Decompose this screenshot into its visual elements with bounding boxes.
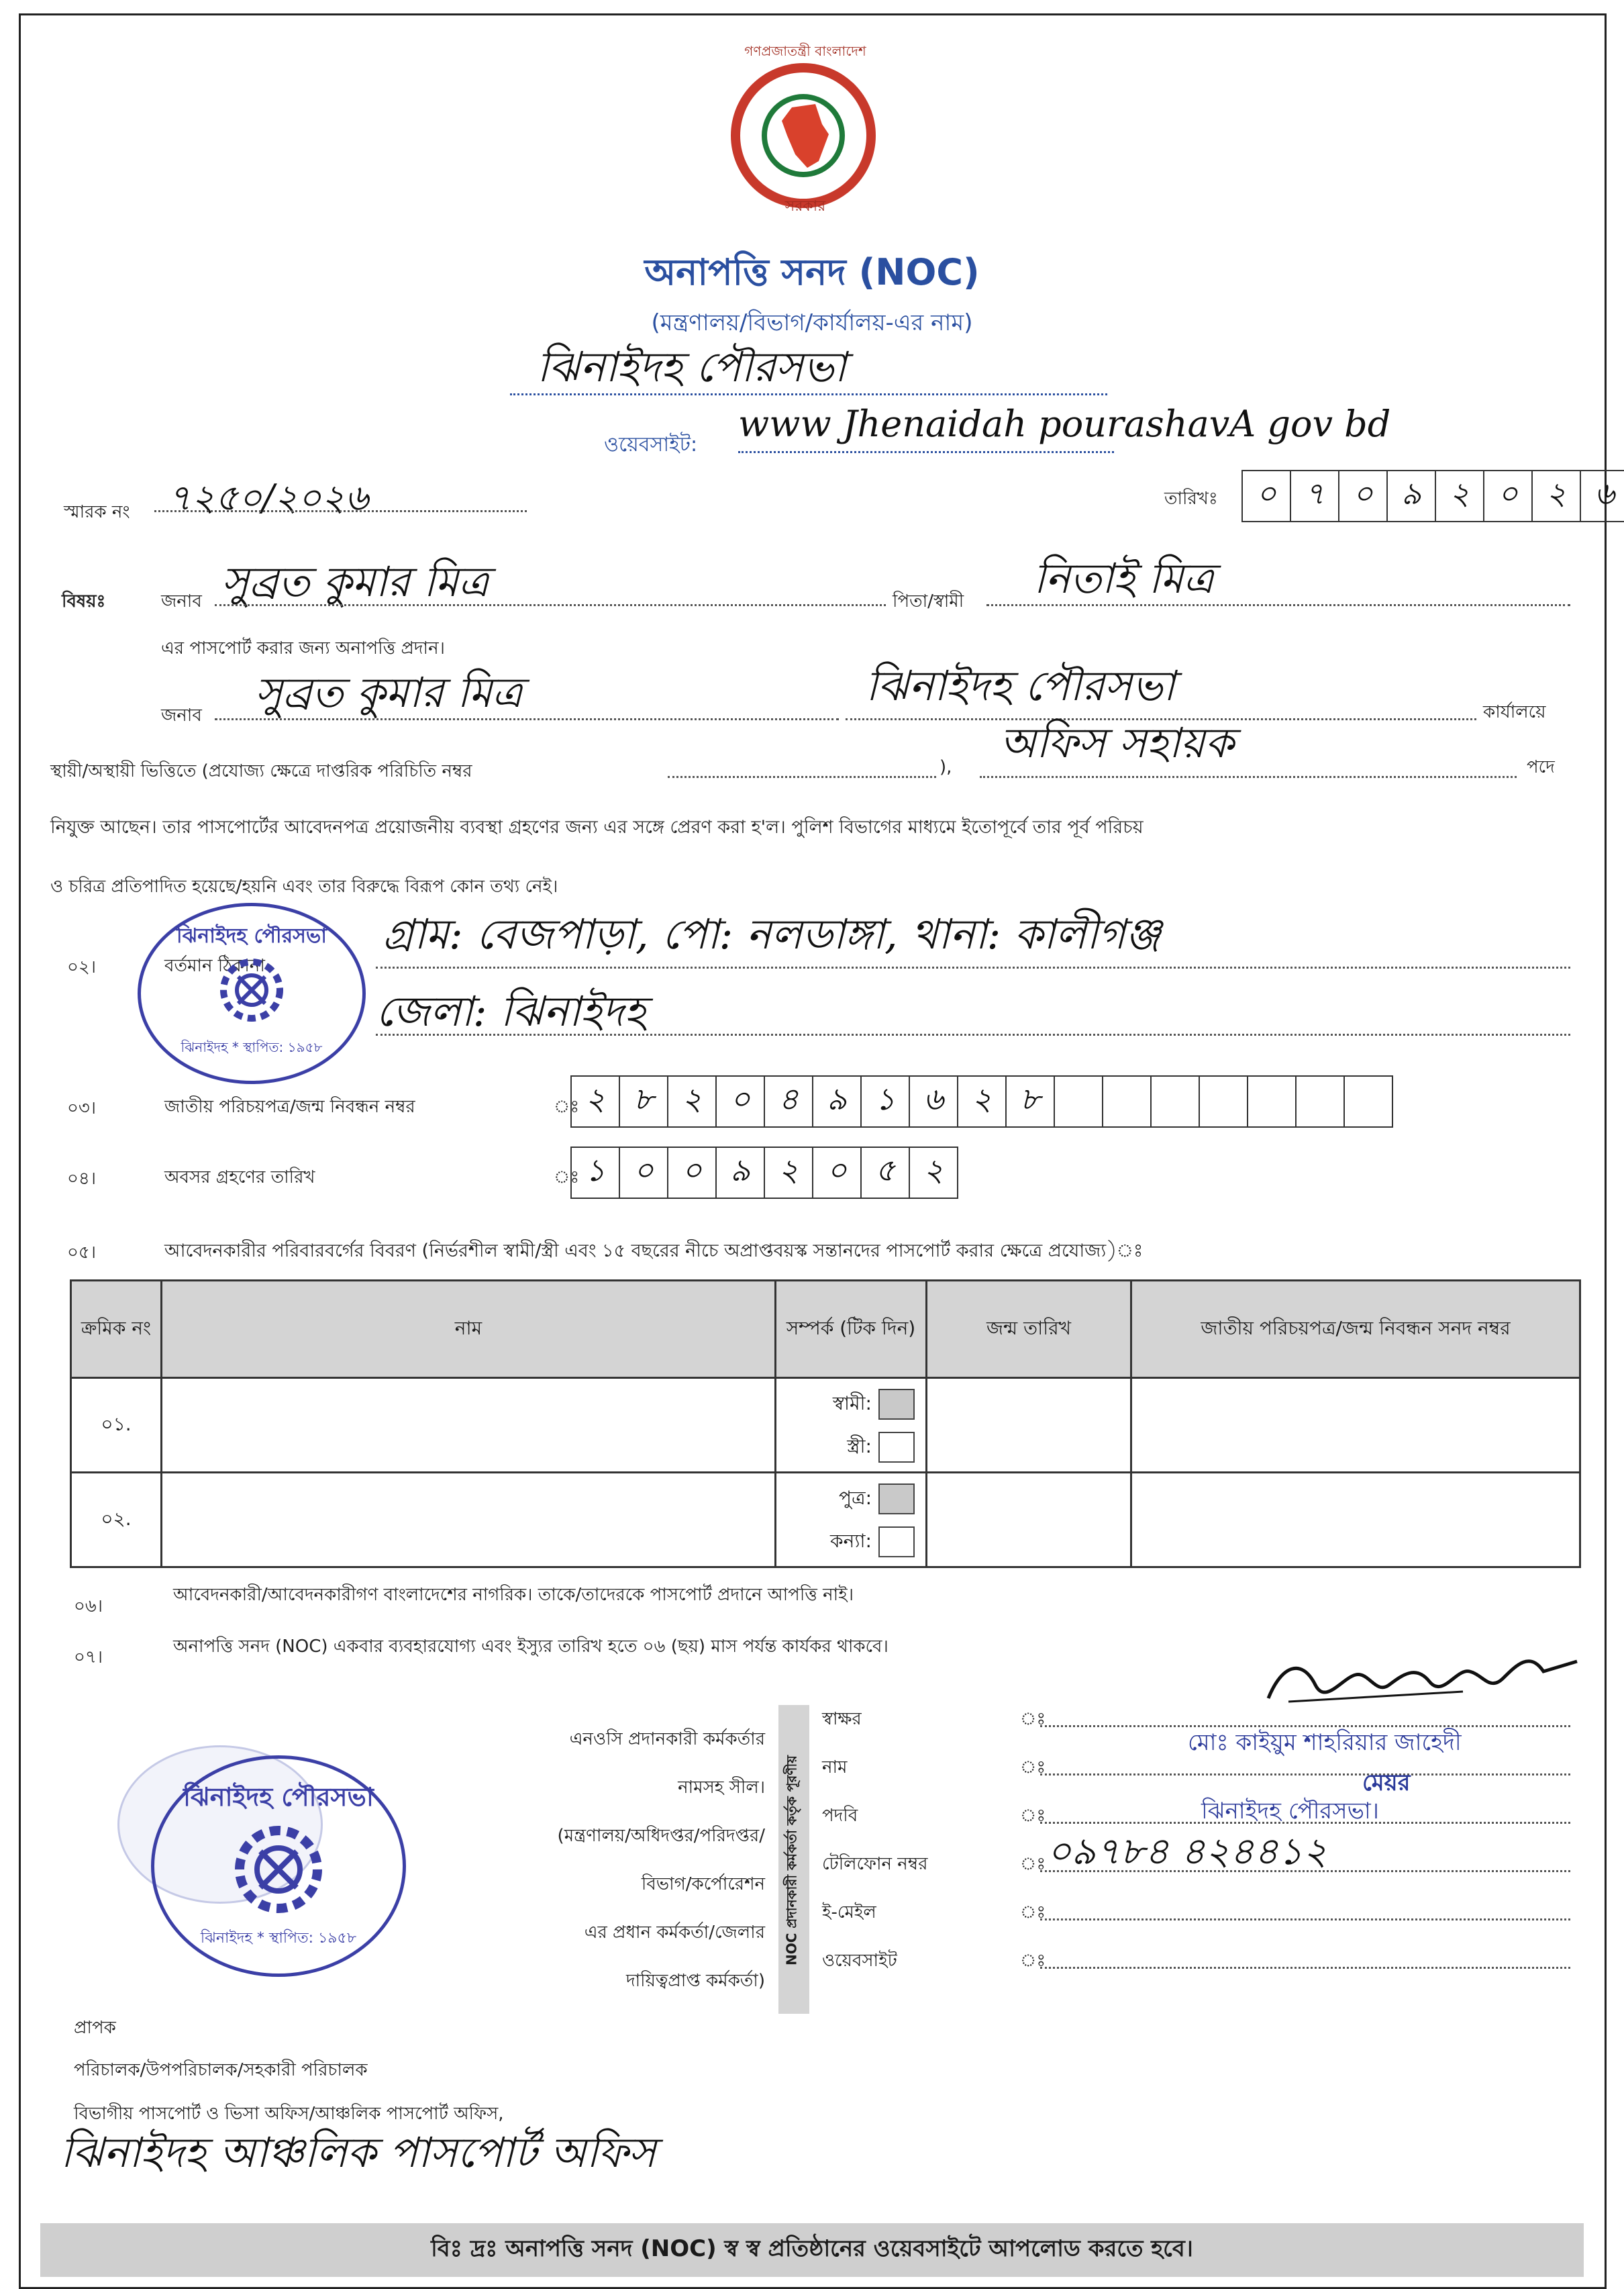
relation-son-label: পুত্র: bbox=[838, 1487, 872, 1509]
subject-label: বিষয়ঃ bbox=[62, 591, 106, 612]
field-website: ওয়েবসাইট bbox=[822, 1951, 897, 1971]
sig-line-2 bbox=[1040, 1773, 1570, 1775]
col-name: নাম bbox=[162, 1281, 776, 1378]
bangladesh-emblem-icon bbox=[728, 60, 879, 211]
nid-digit-box bbox=[1248, 1077, 1297, 1126]
date-digit-box: ৬ bbox=[1594, 475, 1615, 512]
item04-colon: ঃ bbox=[554, 1167, 580, 1187]
janab-label-2: জনাব bbox=[161, 705, 202, 726]
officer-line-2: নামসহ সীল। bbox=[678, 1777, 765, 1798]
date-digit-box: ৭ bbox=[1291, 471, 1339, 521]
nid-digit-box bbox=[1345, 1077, 1392, 1126]
father-name: নিতাই মিত্র bbox=[1033, 554, 1214, 603]
nid-digit-box: ২ bbox=[958, 1077, 1007, 1126]
item06-number: ০৬। bbox=[74, 1596, 103, 1616]
family-table bbox=[70, 1279, 1581, 1568]
officer-line-3: (মন্ত্রণালয়/অধিদপ্তর/পরিদপ্তর/ bbox=[557, 1826, 765, 1846]
field-name: নাম bbox=[822, 1757, 848, 1777]
item03-colon: ঃ bbox=[554, 1097, 580, 1117]
relation-cell bbox=[776, 1378, 927, 1473]
retire-digit-box: ১ bbox=[572, 1148, 620, 1198]
recipient-line-2: বিভাগীয় পাসপোর্ট ও ভিসা অফিস/আঞ্চলিক পাসপোর্ট অফিস, bbox=[74, 2104, 504, 2124]
field-signature: স্বাক্ষর bbox=[822, 1709, 862, 1729]
date-boxes bbox=[1241, 470, 1624, 522]
designation-line bbox=[980, 776, 1517, 778]
footer-note: বিঃ দ্রঃ অনাপত্তি সনদ (NOC) স্ব স্ব প্রতিষ্ঠানের ওয়েবসাইটে আপলোড করতে হবে। bbox=[40, 2223, 1584, 2277]
wife-checkbox[interactable] bbox=[878, 1432, 915, 1463]
address-line-1-rule bbox=[376, 967, 1570, 969]
item02-label: বর্তমান ঠিকানা bbox=[164, 956, 265, 976]
item07-number: ০৭। bbox=[74, 1647, 103, 1667]
date-digit-box: ২ bbox=[1533, 471, 1581, 521]
relation-husband-label: স্বামী: bbox=[832, 1392, 872, 1414]
table-row bbox=[71, 1473, 1580, 1567]
date-digit-box: ০ bbox=[1484, 471, 1533, 521]
nid-digit-box bbox=[1297, 1077, 1345, 1126]
row-birthdate bbox=[927, 1378, 1131, 1473]
emblem-bottom-text: সরকার bbox=[784, 198, 826, 215]
subject-line2: এর পাসপোর্ট করার জন্য অনাপত্তি প্রদান। bbox=[161, 638, 445, 659]
nid-digit-box: ৬ bbox=[910, 1077, 958, 1126]
vertical-label: NOC প্রদানকারী কর্মকর্তা কর্তৃক পূরণীয় bbox=[783, 1755, 800, 1966]
office-name-handwritten: ঝিনাইদহ পৌরসভা bbox=[537, 342, 846, 391]
date-digit-box: ০ bbox=[1339, 471, 1388, 521]
seal2-text-bottom: ঝিনাইদহ * স্থাপিত: ১৯৫৮ bbox=[200, 1930, 357, 1947]
memo-label: স্মারক নং bbox=[64, 502, 130, 522]
address-line-2: জেলা: ঝিনাইদহ bbox=[376, 987, 646, 1036]
officer-line-5: এর প্রধান কর্মকর্তা/জেলার bbox=[584, 1922, 765, 1943]
permanent-close: ), bbox=[940, 757, 952, 777]
date-label: তারিখঃ bbox=[1164, 489, 1218, 509]
retire-digit-box: ৫ bbox=[862, 1148, 910, 1198]
retire-digit-box: ০ bbox=[620, 1148, 668, 1198]
nid-digit-box bbox=[1055, 1077, 1103, 1126]
subtitle: (মন্ত্রণালয়/বিভাগ/কার্যালয়-এর নাম) bbox=[651, 309, 973, 336]
son-checkbox[interactable] bbox=[878, 1483, 915, 1514]
item03-number: ০৩। bbox=[67, 1098, 97, 1118]
row-nid bbox=[1131, 1473, 1580, 1567]
permanent-id-line bbox=[668, 776, 936, 778]
emblem-top-text: গণপ্রজাতন্ত্রী বাংলাদেশ bbox=[744, 43, 866, 59]
signature-colons: ঃ ঃ ঃ ঃ ঃ ঃ bbox=[1020, 1709, 1046, 1971]
employee-name: সুব্রত কুমার মিত্র bbox=[255, 668, 523, 717]
signer-name: মোঃ কাইয়ুম শাহরিয়ার জাহেদী bbox=[1188, 1729, 1462, 1756]
row-serial: ০২. bbox=[71, 1473, 162, 1567]
website-label: ওয়েবসাইট: bbox=[604, 433, 698, 456]
item04-number: ০৪। bbox=[67, 1169, 97, 1189]
col-birthdate: জন্ম তারিখ bbox=[927, 1281, 1131, 1378]
item07-text: অনাপত্তি সনদ (NOC) একবার ব্যবহারযোগ্য এবং ইস্যুর তারিখ হতে ০৬ (ছয়) মাস পর্যন্ত কার্যকর থাকবে। bbox=[173, 1637, 889, 1657]
col-relation: সম্পর্ক (টিক দিন) bbox=[776, 1281, 927, 1378]
officer-line-1: এনওসি প্রদানকারী কর্মকর্তার bbox=[569, 1729, 765, 1749]
relation-cell bbox=[776, 1473, 927, 1567]
husband-checkbox[interactable] bbox=[878, 1389, 915, 1420]
item02-number: ০২। bbox=[67, 957, 97, 977]
col-nid: জাতীয় পরিচয়পত্র/জন্ম নিবন্ধন সনদ নম্বর bbox=[1131, 1281, 1580, 1378]
signature-fields bbox=[822, 1695, 927, 1985]
row-birthdate bbox=[927, 1473, 1131, 1567]
round-seal-bottom bbox=[151, 1755, 406, 1977]
retire-digit-box: ০ bbox=[813, 1148, 862, 1198]
relation-wife-label: স্ত্রী: bbox=[847, 1435, 872, 1457]
row-nid bbox=[1131, 1378, 1580, 1473]
nid-digit-box: ০ bbox=[717, 1077, 765, 1126]
permanent-text: স্থায়ী/অস্থায়ী ভিত্তিতে (প্রযোজ্য ক্ষেত্রে দাপ্তরিক পরিচিতি নম্বর bbox=[50, 761, 472, 781]
phone-value: ০৯৭৮৪ ৪২৪৪১২ bbox=[1047, 1830, 1327, 1873]
date-digit-box: ০ bbox=[1243, 471, 1291, 521]
government-emblem bbox=[728, 60, 879, 211]
subject-name: সুব্রত কুমার মিত্র bbox=[221, 557, 489, 606]
row-name bbox=[162, 1473, 776, 1567]
nid-digit-box: ৮ bbox=[620, 1077, 668, 1126]
sig-line-6 bbox=[1040, 1967, 1570, 1969]
retire-date-boxes bbox=[570, 1147, 958, 1199]
item05-number: ০৫। bbox=[67, 1243, 97, 1263]
gear-icon bbox=[228, 1819, 329, 1920]
retire-digit-box: ৯ bbox=[717, 1148, 765, 1198]
signer-office: ঝিনাইদহ পৌরসভা। bbox=[1201, 1798, 1379, 1824]
col-serial: ক্রমিক নং bbox=[71, 1281, 162, 1378]
sig-line-5 bbox=[1040, 1918, 1570, 1920]
office-suffix: কার্যালয়ে bbox=[1483, 702, 1546, 722]
field-phone: টেলিফোন নম্বর bbox=[822, 1854, 928, 1874]
recipient-handwritten: ঝিনাইদহ আঞ্চলিক পাসপোর্ট অফিস bbox=[60, 2128, 656, 2177]
date-digit-box: ৯ bbox=[1388, 471, 1436, 521]
seal-text-top: ঝিনাইদহ পৌরসভা bbox=[176, 924, 327, 948]
father-label: পিতা/স্বামী bbox=[893, 591, 964, 612]
employee-name-line bbox=[215, 718, 839, 720]
item05-label: আবেদনকারীর পরিবারবর্গের বিবরণ (নির্ভরশীল স্বামী/স্ত্রী এবং ১৫ বছরের নীচে অপ্রাপ্তবয়স্ক সন্তানদের পাসপোর্ট করার ক্ষেত্রে প্রযোজ্য)ঃ bbox=[164, 1240, 1144, 1261]
table-row bbox=[71, 1378, 1580, 1473]
nid-digit-box: ১ bbox=[862, 1077, 910, 1126]
row-name bbox=[162, 1378, 776, 1473]
nid-digit-box: ২ bbox=[668, 1077, 717, 1126]
website-value: www Jhenaidah pourashavA gov bd bbox=[738, 403, 1391, 445]
nid-boxes bbox=[570, 1075, 1393, 1128]
designation-suffix: পদে bbox=[1527, 757, 1555, 777]
item03-label: জাতীয় পরিচয়পত্র/জন্ম নিবন্ধন নম্বর bbox=[164, 1097, 415, 1117]
officer-line-4: বিভাগ/কর্পোরেশন bbox=[641, 1874, 765, 1894]
nid-digit-box: ৪ bbox=[765, 1077, 813, 1126]
office-name-line bbox=[510, 393, 1107, 395]
recipient-label: প্রাপক bbox=[74, 2018, 116, 2038]
row-serial: ০১. bbox=[71, 1378, 162, 1473]
nid-digit-box: ৮ bbox=[1007, 1077, 1055, 1126]
memo-line bbox=[154, 510, 527, 512]
subject-name-line bbox=[215, 604, 886, 606]
handwritten-signature bbox=[1262, 1638, 1584, 1725]
memo-value: ৭২৫০/২০২৬ bbox=[168, 477, 369, 519]
address-line-2-rule bbox=[376, 1034, 1570, 1036]
website-line bbox=[738, 451, 1114, 453]
retire-digit-box: ২ bbox=[923, 1152, 944, 1188]
recipient-line-1: পরিচালক/উপপরিচালক/সহকারী পরিচালক bbox=[74, 2060, 368, 2080]
retire-digit-box: ২ bbox=[765, 1148, 813, 1198]
nid-digit-box bbox=[1152, 1077, 1200, 1126]
nid-digit-box: ২ bbox=[572, 1077, 620, 1126]
field-email: ই-মেইল bbox=[822, 1902, 876, 1922]
janab-label: জনাব bbox=[161, 591, 202, 612]
signer-title: মেয়র bbox=[1362, 1769, 1411, 1796]
field-designation: পদবি bbox=[822, 1806, 858, 1826]
designation: অফিস সহায়ক bbox=[1000, 718, 1234, 767]
nid-digit-box bbox=[1200, 1077, 1248, 1126]
officer-block bbox=[403, 1715, 765, 2005]
employee-office: ঝিনাইদহ পৌরসভা bbox=[866, 661, 1175, 710]
daughter-checkbox[interactable] bbox=[878, 1526, 915, 1557]
page-title: অনাপত্তি সনদ (NOC) bbox=[644, 251, 980, 293]
relation-daughter-label: কন্যা: bbox=[830, 1530, 872, 1552]
item04-label: অবসর গ্রহণের তারিখ bbox=[164, 1167, 315, 1187]
seal-text-bottom: ঝিনাইদহ * স্থাপিত: ১৯৫৮ bbox=[181, 1039, 323, 1055]
date-digit-box: ২ bbox=[1436, 471, 1484, 521]
nid-digit-box: ৯ bbox=[813, 1077, 862, 1126]
seal2-text-top: ঝিনাইদহ পৌরসভা bbox=[183, 1782, 374, 1812]
gear-icon bbox=[215, 953, 289, 1027]
father-name-line bbox=[986, 604, 1570, 606]
item06-text: আবেদনকারী/আবেদনকারীগণ বাংলাদেশের নাগরিক। তাকে/তাদেরকে পাসপোর্ট প্রদানে আপত্তি নাই। bbox=[173, 1585, 854, 1605]
nid-digit-box bbox=[1103, 1077, 1152, 1126]
officer-line-6: দায়িত্বপ্রাপ্ত কর্মকর্তা) bbox=[625, 1971, 765, 1991]
paragraph-1: নিযুক্ত আছেন। তার পাসপোর্টের আবেদনপত্র প্রয়োজনীয় ব্যবস্থা গ্রহণের জন্য এর সঙ্গে প্রেরণ করা হ'ল। পুলিশ বিভাগের মাধ্যমে ইতোপূর্বে তার পূর্ব পরিচয় bbox=[50, 817, 1144, 838]
retire-digit-box: ০ bbox=[668, 1148, 717, 1198]
paragraph-2: ও চরিত্র প্রতিপাদিত হয়েছে/হয়নি এবং তার বিরুদ্ধে বিরূপ কোন তথ্য নেই। bbox=[50, 877, 558, 897]
round-seal-top bbox=[138, 903, 366, 1084]
address-line-1: গ্রাম: বেজপাড়া, পো: নলডাঙ্গা, থানা: কালীগঞ্জ bbox=[383, 910, 1162, 959]
